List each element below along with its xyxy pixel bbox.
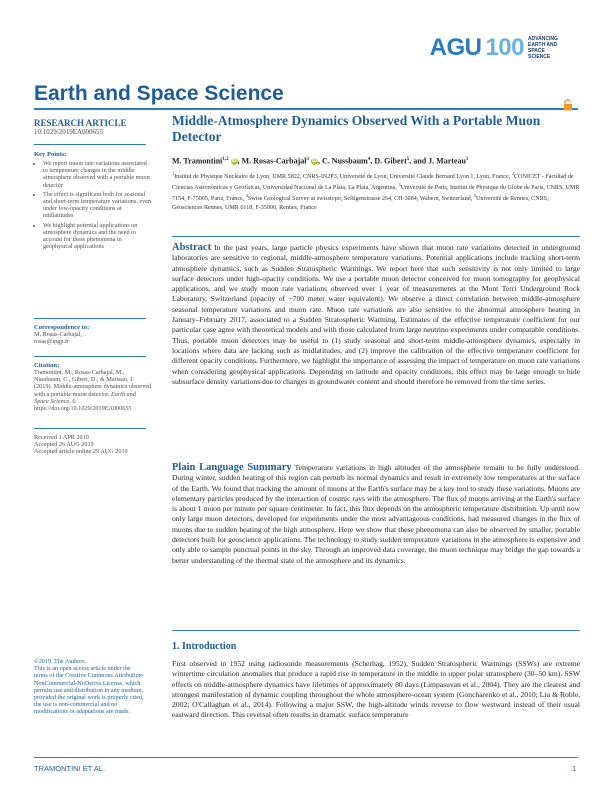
footer-authors: TRAMONTINI ET AL. (34, 764, 106, 773)
title-text: Middle-Atmosphere Dynamics Observed With a Portable Muon Detector (172, 113, 541, 144)
author-name: M. Tramontini (172, 156, 223, 166)
key-point-item: • We highlight potential applications on atmosphere dynamics and the need to account for these phenomena in geophysical applications (43, 222, 152, 251)
affiliation-sup: 2 (511, 171, 514, 176)
sidebar-rule-4 (34, 428, 146, 429)
correspondence-email[interactable]: rosas@ipgp.fr (34, 338, 70, 346)
author-affiliation-sup: 1,2 (222, 157, 229, 162)
abstract-rule (172, 236, 580, 237)
sidebar-rule-1 (34, 144, 146, 145)
author-separator: , (370, 156, 375, 166)
license-block (34, 658, 146, 716)
sidebar (34, 118, 152, 136)
license-text: This is an open access article under the terms of the Creative Commons Attribution-NonCommercial-NoDerivs License, which permits use and distribution in any medium, provided the original work is properly cited, the use is non-commercial and no modifications or adaptations are made. (34, 665, 144, 716)
affiliation-sup: 4 (245, 193, 249, 199)
tagline-line-1: ADVANCING (528, 36, 558, 42)
section-rule (172, 630, 580, 631)
author-affiliation-sup: 1 (465, 157, 469, 162)
accepted-date: Accepted 26 AUG 2019 (34, 441, 94, 449)
header-rule (34, 108, 578, 110)
tagline-line-2: EARTH AND (528, 42, 558, 48)
footer-rule (34, 757, 578, 758)
article-type: RESEARCH ARTICLE (34, 118, 127, 128)
affiliations (172, 170, 580, 212)
affiliation-text: Institut de Physique Nucléaire de Lyon, UMR 5822, CNRS-IN2P3, Université de Lyon, Université Claude Bernard Lyon 1, Lyon, France, (174, 174, 512, 181)
affiliation-sup: 5 (473, 193, 476, 199)
plain-language-summary (172, 463, 580, 566)
key-points (34, 151, 152, 252)
doi[interactable]: 10.1029/2019EA000655 (34, 128, 104, 136)
agu100-logo (430, 34, 568, 62)
agu-100-wordmark: 100 (485, 34, 524, 61)
abstract-heading: Abstract (172, 242, 212, 253)
orcid-icon[interactable]: iD (231, 158, 237, 165)
orcid-icon[interactable]: iD (312, 158, 318, 165)
citation-body: Tramontini, M., Rosas-Carbajal, M., Nussbaum, C., Gibert, D., & Marteau, J. (2019). Middle-atmosphere dynamics observed with a portable muon detector. (34, 369, 152, 398)
author-name: J. Marteau (428, 156, 466, 166)
affiliation-sup: 1 (172, 171, 175, 176)
author-name: M. Rosas-Carbajal (241, 156, 307, 166)
author-name: D. Gibert (374, 156, 407, 166)
correspondence (34, 324, 152, 345)
copyright: ©2019. The Authors. (34, 658, 87, 665)
affiliation-text: Université de Rennes, CNRS, Géosciences Rennes, UMR 6118, F-35000, Rennes, France (172, 196, 549, 211)
author-list (172, 155, 580, 167)
agu-wordmark: AGU (429, 34, 482, 61)
citation-label: Citation: (34, 362, 60, 369)
journal-title: Earth and Space Science (34, 82, 284, 105)
affiliation-text: Université de Paris, Institut de Physique du Globe de Paris, CNRS, UMR 7154, F-75005, Paris, France, (172, 185, 580, 203)
pls-text: Temperature variations in high altitudes of the atmosphere remain to be fully understood. During winter, sudden heating of this region can perturb its normal dynamics and result in extremely low temperatures at the surface of the Earth. We found that tracking the amount of muons at the Earth's surface may be a key tool to study these variations. Muons are elementary particles produced by the interaction of cosmic rays with the atmosphere. The flux of muons arriving at the Earth's surface is about 1 muon per minute per square centimeter. In fact, this flux depends on the atmospheric temperature distribution. Up until now only large muon detectors, developed for experiments under the most advantageous conditions, had measured changes in the flux of muons due to sudden heating of the high atmosphere. Here we show that these phenomena can also be observed by smaller, portable detectors built for geoscience applications. The technology to study sudden temperature variations in the atmosphere is expensive and only able to sample punctual points in the sky. Through an improved data coverage, the muon technique may bridge the gap towards a better understanding of the thermal state of the atmosphere and its dynamics. (172, 463, 580, 565)
author-name: C. Nussbaum (322, 156, 368, 166)
key-points-label: Key Points: (34, 151, 67, 158)
introduction-text: First observed in 1952 using radiosonde measurements (Scherhag, 1952), Sudden Stratospheric Warmings (SSWs) are extreme wintertime circulation anomalies that produce a rapid rise in temperature in the middle to upper polar stratosphere (30–50 km). SSW effects on middle-atmosphere dynamics have lifetimes of approximately 80 days (Limpasuvan et al., 2004). They are the clearest and strongest manifestation of dynamic coupling throughout the whole atmosphere-ocean system (Goncharenko et al., 2010; Liu & Roble, 2002; O'Callaghan et al., 2014). Following a major SSW, the high-altitude winds reverse to flow westward instead of their usual eastward direction. This reversal often results in dramatic surface temperature (172, 659, 580, 720)
affiliation-text: Swiss Geological Survey at swisstopo, Seftigenstrasse 264, CH-3084, Wabern, Switzerland, (248, 196, 474, 203)
tagline-line-3: SPACE SCIENCE (528, 48, 551, 60)
author-affiliation-sup: 4 (367, 157, 371, 162)
introduction-heading: 1. Introduction (172, 641, 237, 652)
pls-heading: Plain Language Summary (172, 462, 292, 473)
author-separator: , (237, 156, 242, 166)
key-point-item: • We report muon rate variations associated to temperature changes in the middle atmosphere observed with a portable muon detector (43, 160, 152, 189)
citation-text (34, 369, 152, 412)
page-number: 1 (572, 764, 577, 773)
author-separator: , (318, 156, 323, 166)
affiliation-sup: 3 (398, 182, 401, 188)
correspondence-name: M. Rosas-Carbajal, (34, 331, 82, 338)
affiliation-text: CONICET - Facultad de Ciencias Astronómicas y Geofísicas, Universidad Nacional de La Plata, La Plata, Argentina, (172, 174, 574, 192)
correspondence-label: Correspondence to: (34, 324, 90, 331)
open-access-lock-icon (562, 99, 574, 111)
author-affiliation-sup: 3 (306, 157, 310, 162)
key-points-list (34, 160, 152, 250)
key-point-item: • The effect is significant both for seasonal and short-term temperature variations, even under low-opacity conditions at midlatitudes (43, 191, 152, 220)
author-separator: , and (409, 156, 429, 166)
citation (34, 362, 152, 412)
abstract-text: In the past years, large particle physics experiments have shown that muon rate variations detected in underground laboratories are sensitive to regional, middle-atmosphere temperature variations. Potential applications include tracking short-term atmosphere dynamics, such as Sudden Stratospheric Warmings. We report here that such sensitivity is not only limited to large surface detectors under high-opacity conditions. We use a portable muon detector conceived for muon tomography for geophysical applications, and we study muon rate variations observed over 1 year of measurements at the Mont Terri Underground Rock Laboratory, Switzerland (opacity of ~700 meter water equivalent). We observe a direct correlation between middle-atmosphere seasonal temperature variations and muon rate. Muon rate variations are also sensitive to the abnormal atmosphere heating in January–February 2017, associated to a Sudden Stratospheric Warming. Estimates of the effective temperature coefficient for our particular case agree with theoretical models and with those calculated from large neutrino experiments under comparable conditions. Thus, portable muon detectors may be useful to (1) study seasonal and short-term middle-atmosphere dynamics, especially in locations where data are lacking such as midlatitudes, and (2) improve the calibration of the effective temperature coefficient for different opacity conditions. Furthermore, we highlight the importance of assessing the impact of temperature on muon rate variations when considering geophysical applications. Depending on latitude and opacity conditions, this effect may be large enough to hide subsurface density variations due to changes in groundwater content and should therefore be removed from the time series. (172, 243, 580, 386)
sidebar-rule-2 (34, 318, 146, 319)
sidebar-rule-3 (34, 356, 146, 357)
citation-journal: Earth and Space Science (34, 390, 136, 405)
abstract (172, 243, 580, 387)
online-date: Accepted article online 29 AUG 2019 (34, 448, 128, 456)
article-title (172, 113, 580, 145)
received-date: Received 1 APR 2019 (34, 434, 89, 441)
dates (34, 434, 152, 456)
agu-tagline (528, 36, 568, 60)
citation-doi[interactable]: , 6. https://doi.org/10.1029/2019EA000655 (34, 397, 132, 413)
author-affiliation-sup: 5 (406, 157, 410, 162)
